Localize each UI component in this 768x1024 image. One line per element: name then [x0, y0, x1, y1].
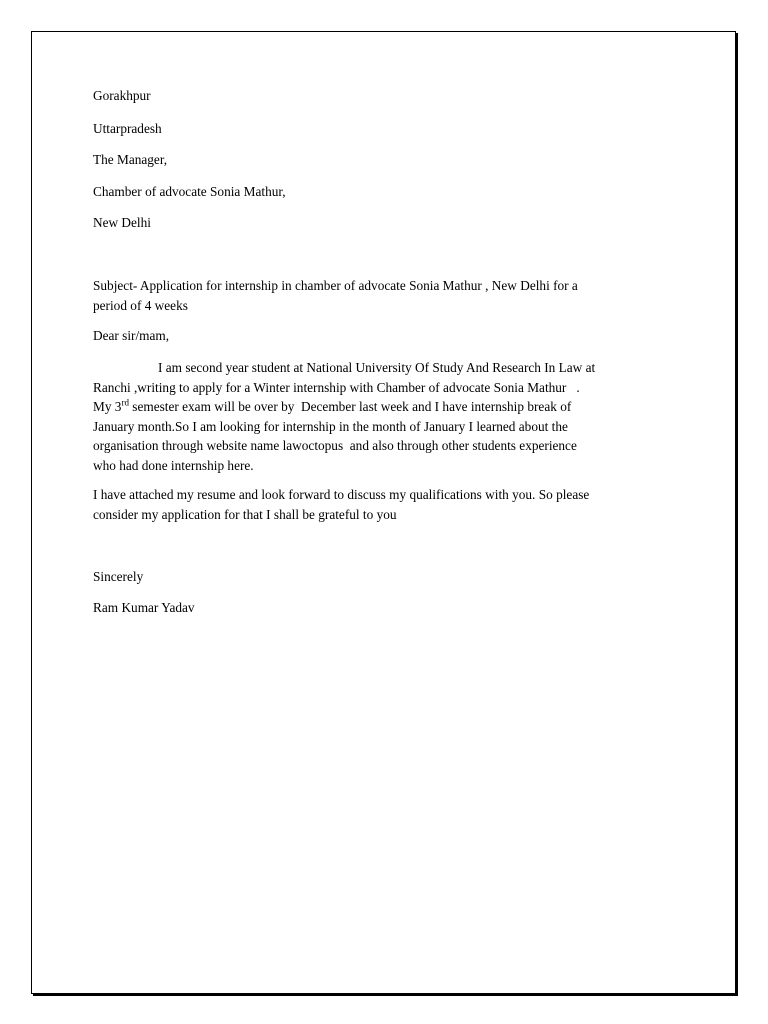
body-1-line-4: January month.So I am looking for internship in the month of January I learned about the: [93, 418, 568, 434]
body-1-line-5: organisation through website name lawoctopus and also through other students experience: [93, 438, 577, 453]
subject-line-1: Subject- Application for internship in chamber of advocate Sonia Mathur , New Delhi for a: [93, 278, 578, 293]
body-1-line-6: who had done internship here.: [93, 457, 254, 473]
subject-line: [93, 276, 683, 315]
body-1-line-2: Ranchi ,writing to apply for a Winter internship with Chamber of advocate Sonia Mathur .: [93, 379, 580, 395]
body-1-line-3: [93, 397, 683, 417]
recipient-city: New Delhi: [93, 215, 151, 230]
body-paragraph-2: [93, 485, 683, 524]
signature-name: Ram Kumar Yadav: [93, 600, 195, 615]
salutation: Dear sir/mam,: [93, 328, 170, 343]
recipient-title: The Manager,: [93, 152, 168, 167]
recipient-org: Chamber of advocate Sonia Mathur,: [93, 184, 286, 199]
body-2-line-1: I have attached my resume and look forward to discuss my qualifications with you. So please: [93, 487, 590, 502]
ordinal-suffix: rd: [121, 397, 129, 408]
body-1-line-3-pre: My 3: [93, 399, 122, 414]
sender-city: Gorakhpur: [93, 88, 151, 103]
body-paragraph-1: [93, 358, 683, 475]
body-1-line-1: I am second year student at National University Of Study And Research In Law at: [158, 360, 596, 375]
body-1-line-3-post: semester exam will be over by December last week and I have internship break of: [128, 399, 572, 414]
sender-state: Uttarpradesh: [93, 121, 162, 136]
body-2-line-2: consider my application for that I shall be grateful to you: [93, 506, 397, 522]
closing: Sincerely: [93, 569, 144, 584]
subject-line-2: period of 4 weeks: [93, 297, 188, 313]
